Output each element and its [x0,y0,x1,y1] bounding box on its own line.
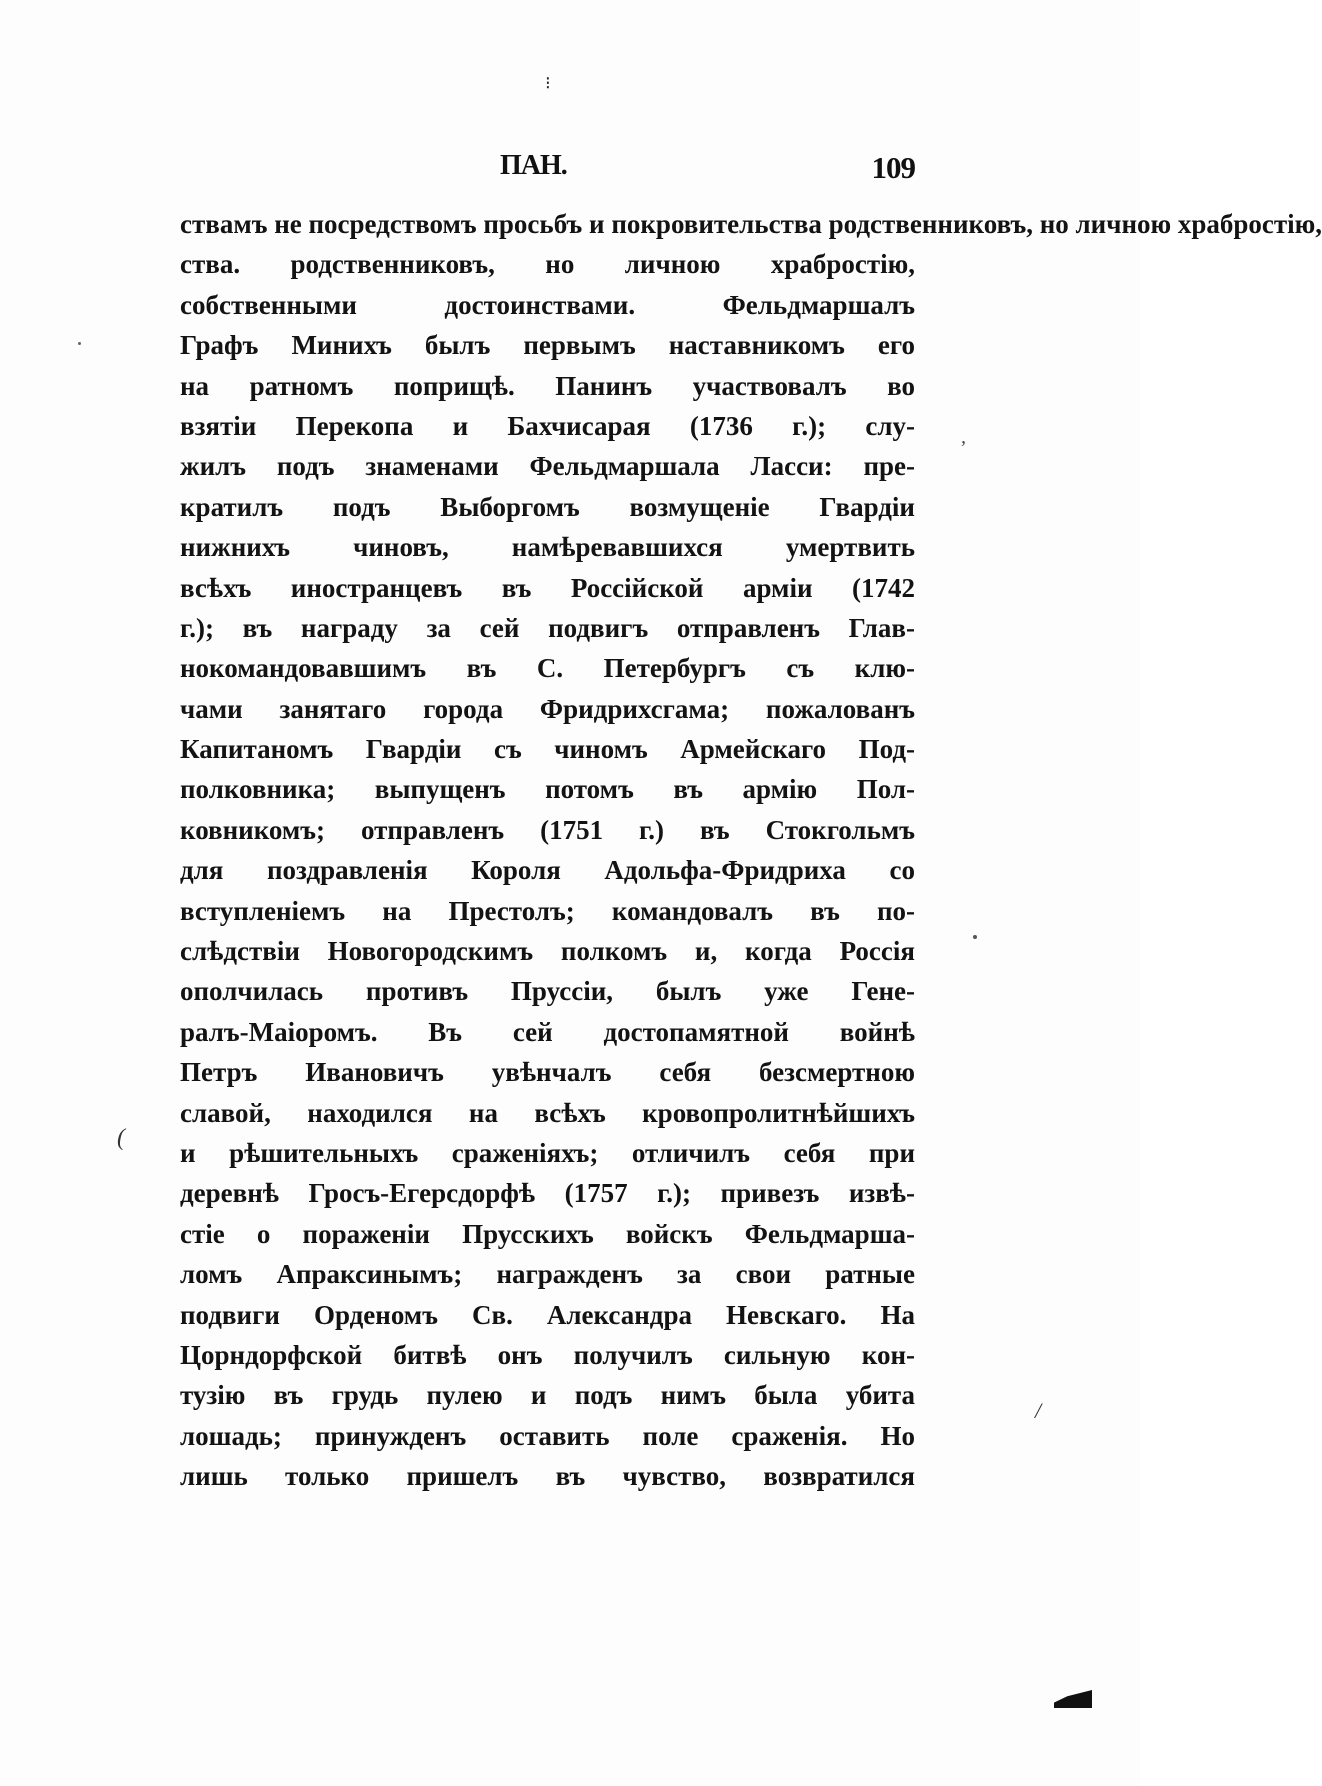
text-line: лошадь; принужденъ оставить поле сраженія. Но [180,1420,915,1451]
text-line: и рѣшительныхъ сраженіяхъ; отличилъ себя при [180,1137,915,1168]
text-line: на ратномъ поприщѣ. Панинъ участвовалъ во [180,370,915,401]
text-line: слѣдствіи Новогородскимъ полкомъ и, когда Россія [180,936,915,967]
page-header [180,150,915,194]
text-line: деревнѣ Гросъ-Егерсдорфѣ (1757 г.); привезъ извѣ- [180,1178,915,1209]
text-line: Капитаномъ Гвардіи съ чиномъ Армейскаго Под- [180,734,915,765]
text-line: ства. родственниковъ, но личною храбростію, [180,249,915,280]
text-line: стіе о пораженіи Прусскихъ войскъ Фельдмарша- [180,1218,915,1249]
text-line: Петръ Ивановичъ увѣнчалъ себя безсмертною [180,1057,915,1088]
page-number: 109 [871,150,915,185]
text-line: для поздравленія Короля Адольфа-Фридриха со [180,855,915,886]
text-line: чами занятаго города Фридрихсгама; пожалованъ [180,693,915,724]
text-line: Графъ Минихъ былъ первымъ наставникомъ его [180,330,915,361]
text-line: г.); въ награду за сей подвигъ отправленъ Глав- [180,612,915,643]
text-line: вступленіемъ на Престолъ; командовалъ въ по- [180,895,915,926]
text-line: ломъ Апраксинымъ; награжденъ за свои ратные [180,1259,915,1290]
margin-speck [973,935,977,939]
text-line: лишь только пришелъ въ чувство, возвратился [180,1461,915,1492]
text-line: ралъ-Маіоромъ. Въ сей достопамятной войнѣ [180,1016,915,1047]
text-line: подвиги Орденомъ Св. Александра Невскаго. На [180,1299,915,1330]
margin-speck [78,342,81,345]
margin-mark: / [1035,1398,1042,1423]
running-head: ПАН. [500,150,567,181]
corner-ink-blot [1054,1690,1092,1708]
margin-mark: , [961,426,966,448]
text-line: ствамъ не посредствомъ просьбъ и покровительства родственниковъ, но личною храбростію, [180,209,1322,239]
text-line: тузію въ грудь пулею и подъ нимъ была убита [180,1380,915,1411]
text-line: кратилъ подъ Выборгомъ возмущеніе Гвардіи [180,491,915,522]
text-line: собственными достоинствами. Фельдмаршалъ [180,289,915,320]
text-line: взятіи Перекопа и Бахчисарая (1736 г.); слу- [180,410,915,441]
text-line: нокомандовавшимъ въ С. Петербургъ съ клю- [180,653,915,684]
printing-dots: ⁝ [545,73,551,93]
text-line: всѣхъ иностранцевъ въ Россійской арміи (1742 [180,572,915,603]
body-text [180,204,1322,1497]
text-line: славой, находился на всѣхъ кровопролитнѣйшихъ [180,1097,915,1128]
text-line: ковникомъ; отправленъ (1751 г.) въ Стокгольмъ [180,814,915,845]
text-line: ополчилась противъ Пруссіи, былъ уже Гене- [180,976,915,1007]
text-line: жилъ подъ знаменами Фельдмаршала Ласси: пре- [180,451,915,482]
text-line: нижнихъ чиновъ, намѣревавшихся умертвить [180,532,915,563]
text-line: Цорндорфской битвѣ онъ получилъ сильную кон- [180,1339,915,1370]
margin-mark: ( [117,1125,125,1151]
text-line: полковника; выпущенъ потомъ въ армію Пол- [180,774,915,805]
